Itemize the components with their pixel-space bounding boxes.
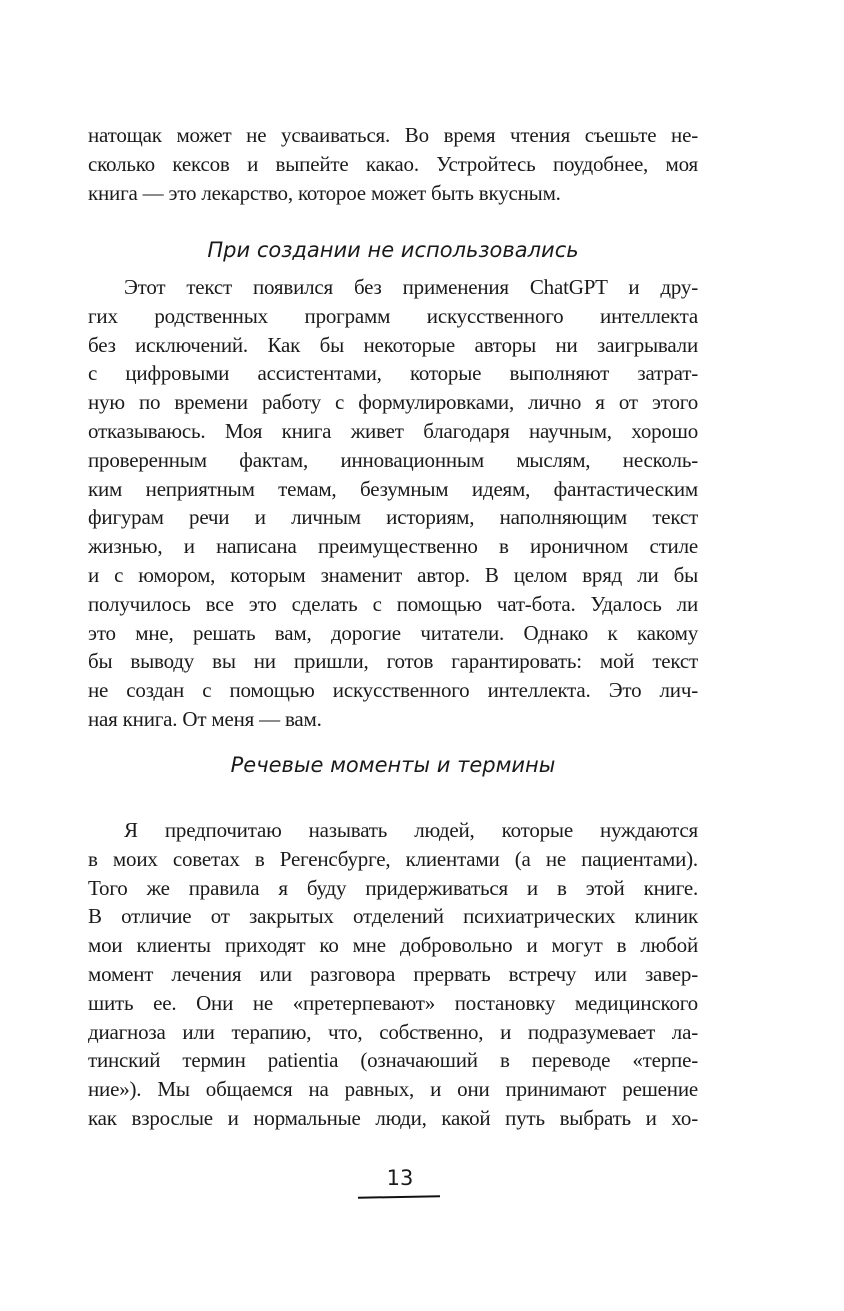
text-line: книга — это лекарство, которое может быть вкусным. <box>88 180 561 205</box>
text-line: натощак может не усваиваться. Во время чтения съешьте не- <box>88 123 698 147</box>
text-line: ние»). Мы общаемся на равных, и они принимают решение <box>88 1077 698 1102</box>
text-line: сколько кексов и выпейте какао. Устройтесь поудобнее, моя <box>88 151 698 176</box>
text-line: и с юмором, которым знаменит автор. В целом вряд ли бы <box>88 562 698 587</box>
text-line: бы выводу вы ни пришли, готов гарантировать: мой текст <box>88 649 698 674</box>
text-line: в моих советах в Регенсбурге, клиентами (а не пациентами). <box>88 846 698 871</box>
section-heading-terms: Речевые моменты и термины <box>230 753 556 777</box>
page-number: 13 <box>386 1166 414 1190</box>
text-line: получилось все это сделать с помощью чат-бота. Удалось ли <box>88 591 698 616</box>
text-line: Того же правила я буду придерживаться и в этой книге. <box>88 875 698 900</box>
section-heading-ai: При создании не использовались <box>207 238 579 262</box>
text-line: ную по времени работу с формулировками, лично я от этого <box>88 390 698 415</box>
text-line: как взрослые и нормальные люди, какой путь выбрать и хо- <box>88 1105 698 1130</box>
text-line: В отличие от закрытых отделений психиатрических клиник <box>88 904 698 929</box>
paragraph-ai <box>88 273 698 734</box>
paragraph-intro <box>88 121 698 207</box>
text-line: с цифровыми ассистентами, которые выполняют затрат- <box>88 361 698 386</box>
text-line: проверенным фактам, инновационным мыслям, несколь- <box>88 447 698 472</box>
text-line: не создан с помощью искусственного интеллекта. Это лич- <box>88 678 698 703</box>
text-line: шить ее. Они не «претерпевают» постановку медицинского <box>88 990 698 1015</box>
text-line: отказываюсь. Моя книга живет благодаря научным, хорошо <box>88 418 698 443</box>
text-line: ким неприятным темам, безумным идеям, фантастическим <box>88 476 698 501</box>
paragraph-terms <box>88 816 698 1133</box>
text-line: момент лечения или разговора прервать встречу или завер- <box>88 961 698 986</box>
text-line: это мне, решать вам, дорогие читатели. Однако к какому <box>88 620 698 645</box>
text-line: диагноза или терапию, что, собственно, и подразумевает ла- <box>88 1019 698 1044</box>
page-number-underline <box>358 1195 440 1198</box>
text-line: мои клиенты приходят ко мне добровольно и могут в любой <box>88 933 698 958</box>
text-line: Я предпочитаю называть людей, которые нуждаются <box>124 818 698 842</box>
text-line: Этот текст появился без применения ChatGPT и дру- <box>124 275 698 299</box>
text-line: жизнью, и написана преимущественно в ироничном стиле <box>88 534 698 559</box>
text-line: гих родственных программ искусственного интеллекта <box>88 303 698 328</box>
text-line: ная книга. От меня — вам. <box>88 706 322 731</box>
text-line: без исключений. Как бы некоторые авторы ни заигрывали <box>88 332 698 357</box>
text-line: фигурам речи и личным историям, наполняющим текст <box>88 505 698 530</box>
text-line: тинский термин patientia (означаюший в переводе «терпе- <box>88 1048 698 1073</box>
